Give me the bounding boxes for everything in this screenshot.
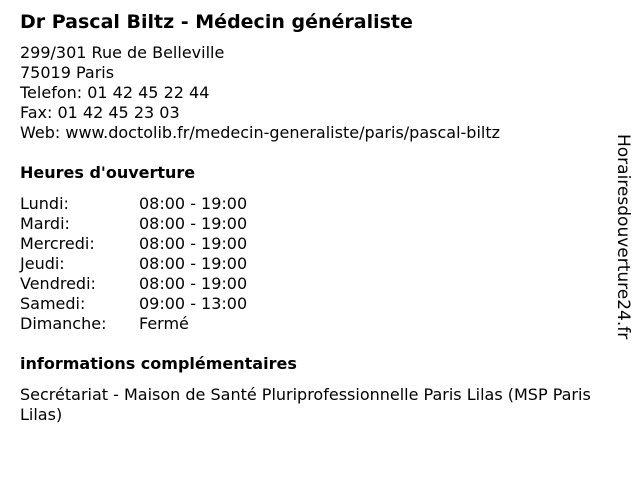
contact-block — [20, 43, 500, 143]
hours-row-monday — [20, 194, 247, 214]
day-label: Mercredi: — [20, 234, 95, 253]
day-hours: 08:00 - 19:00 — [139, 194, 248, 213]
info-heading: informations complémentaires — [20, 354, 297, 373]
hours-table — [20, 194, 247, 334]
day-hours: 08:00 - 19:00 — [139, 214, 248, 233]
day-hours: 08:00 - 19:00 — [139, 254, 248, 273]
city-postal: 75019 Paris — [20, 63, 115, 82]
day-label: Samedi: — [20, 294, 86, 313]
day-hours: Fermé — [139, 314, 189, 333]
hours-row-saturday — [20, 294, 247, 314]
street-address: 299/301 Rue de Belleville — [20, 43, 225, 62]
website: Web: www.doctolib.fr/medecin-generaliste/paris/pascal-biltz — [20, 123, 501, 142]
hours-row-wednesday — [20, 234, 247, 254]
hours-row-thursday — [20, 254, 247, 274]
day-label: Dimanche: — [20, 314, 107, 333]
watermark — [608, 134, 634, 344]
fax-number: Fax: 01 42 45 23 03 — [20, 103, 180, 122]
hours-row-sunday — [20, 314, 247, 334]
watermark-text: Horairesdouverture24.fr — [613, 134, 633, 340]
day-hours: 08:00 - 19:00 — [139, 234, 248, 253]
info-text: Secrétariat - Maison de Santé Pluriprofessionnelle Paris Lilas (MSP Paris Lilas) — [20, 385, 591, 424]
hours-heading: Heures d'ouverture — [20, 163, 196, 182]
hours-row-friday — [20, 274, 247, 294]
day-label: Jeudi: — [20, 254, 65, 273]
hours-row-tuesday — [20, 214, 247, 234]
day-label: Lundi: — [20, 194, 69, 213]
day-label: Mardi: — [20, 214, 70, 233]
day-hours: 08:00 - 19:00 — [139, 274, 248, 293]
page-title: Dr Pascal Biltz - Médecin généraliste — [20, 11, 413, 33]
day-label: Vendredi: — [20, 274, 96, 293]
day-hours: 09:00 - 13:00 — [139, 294, 248, 313]
phone-number: Telefon: 01 42 45 22 44 — [20, 83, 210, 102]
